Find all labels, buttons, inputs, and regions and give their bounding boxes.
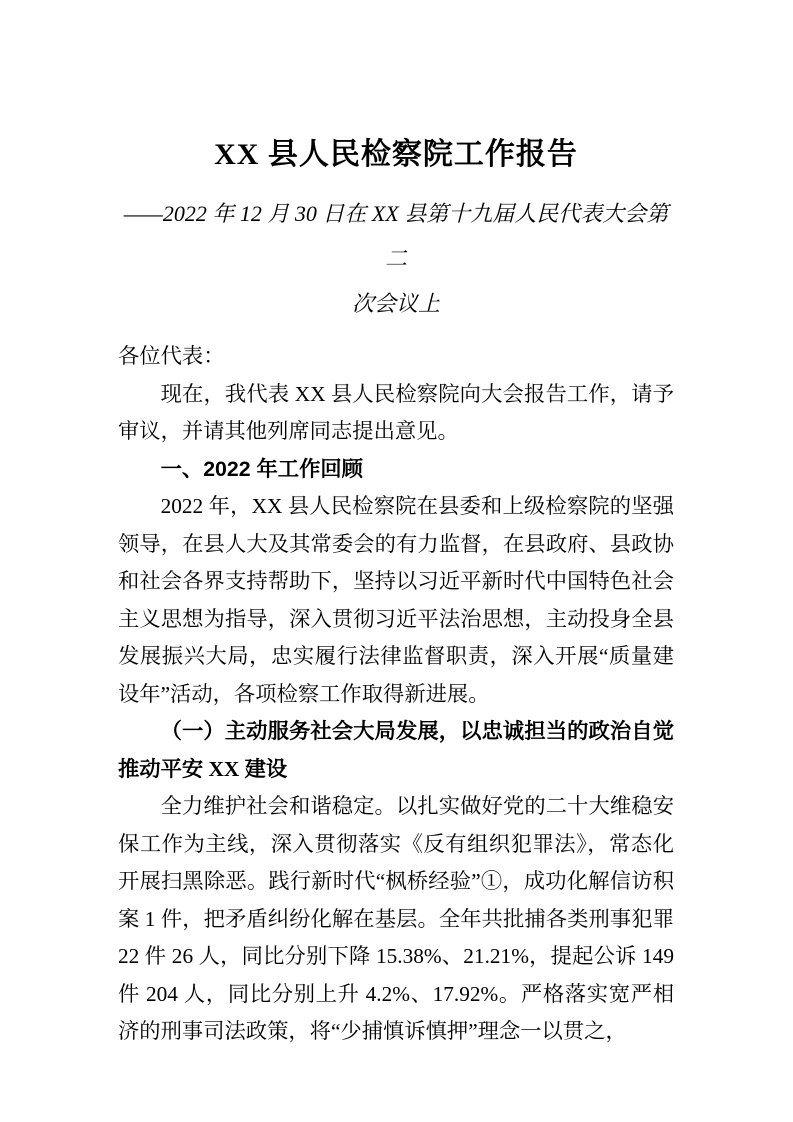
subsection-1-1-paragraph: 全力维护社会和谐稳定。以扎实做好党的二十大维稳安保工作为主线，深入贯彻落实《反有组织犯罪法》，常态化开展扫黑除恶。践行新时代“枫桥经验”①，成功化解信访积案 1 件，把矛盾纠纷化解在基层。全年共批捕各类刑事犯罪 22 件 26 人，同比分别下降 15.38%、21.21%，提起公诉 149 件 204 人，同比分别上升 4.2%、17.92%。严格落实宽严相济的刑事司法政策，将“少捕慎诉慎押”理念一以贯之， (118, 794, 674, 1043)
section-1-heading: 一、2022 年工作回顾 (160, 456, 363, 481)
opening-paragraph: 现在，我代表 XX 县人民检察院向大会报告工作，请予审议，并请其他列席同志提出意见。 (118, 381, 674, 443)
subsection-1-1-heading: （一）主动服务社会大局发展，以忠诚担当的政治自觉推动平安 XX 建设 (118, 719, 674, 781)
subtitle-line-2: 次会议上 (351, 291, 440, 316)
section-1-intro-paragraph: 2022 年，XX 县人民检察院在县委和上级检察院的坚强领导，在县人大及其常委会的有力监督，在县政府、县政协和社会各界支持帮助下，坚持以习近平新时代中国特色社会主义思想为指导，深入贯彻习近平法治思想，主动投身全县发展振兴大局，忠实履行法律监督职责，深入开展“质量建设年”活动，各项检察工作取得新进展。 (118, 494, 674, 706)
document-content (118, 0, 674, 1051)
document-body (118, 338, 674, 1051)
document-subtitle (118, 191, 674, 326)
page-title: XX 县人民检察院工作报告 (214, 138, 578, 171)
subtitle-line-1: ——2022 年 12 月 30 日在 XX 县第十九届人民代表大会第二 (123, 201, 669, 271)
salutation: 各位代表： (118, 344, 225, 368)
